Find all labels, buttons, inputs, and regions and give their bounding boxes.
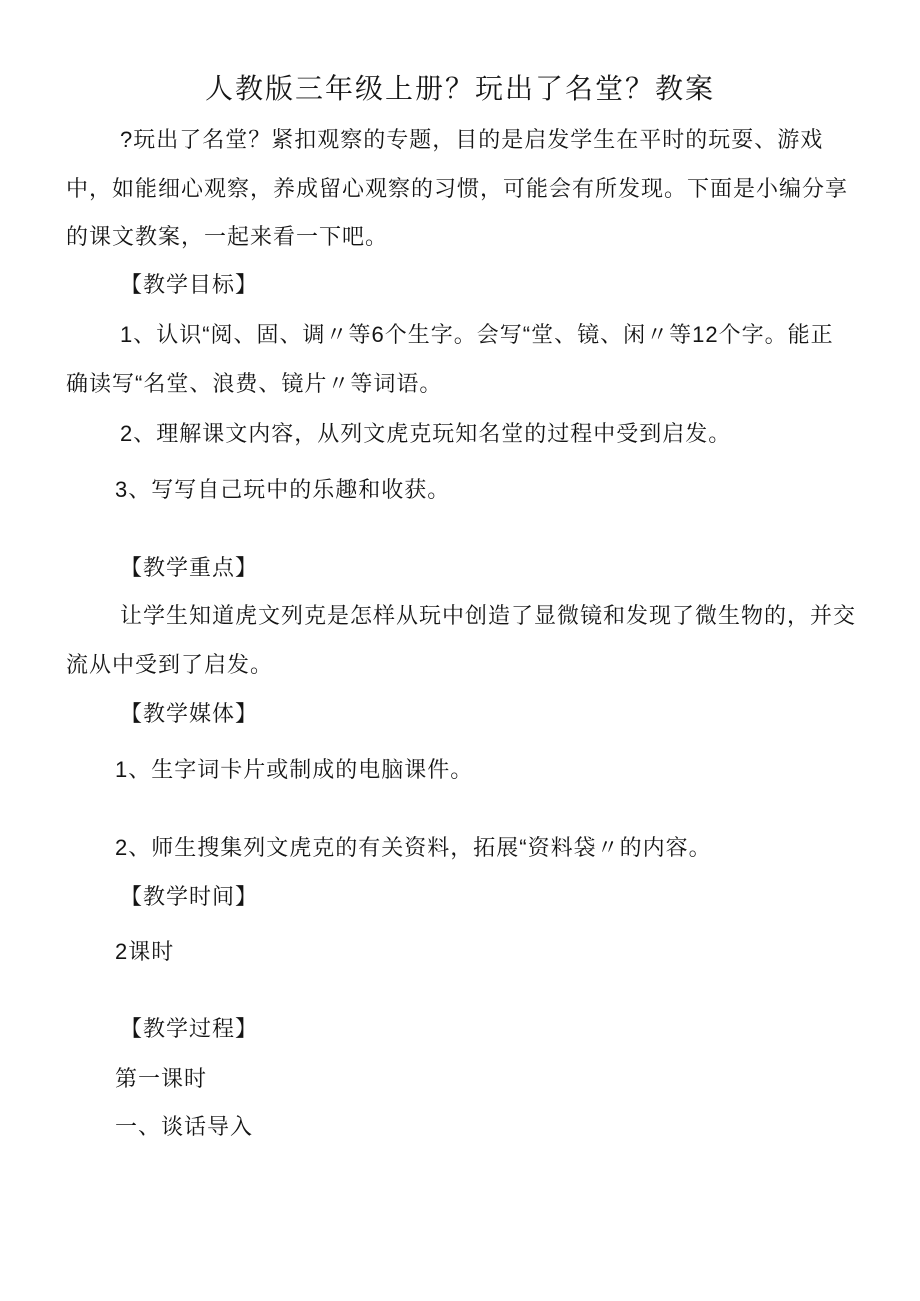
- section-heading-media: 【教学媒体】: [120, 701, 259, 726]
- section-heading-process: 【教学过程】: [120, 1016, 259, 1041]
- media-item-2: 2、师生搜集列文虎克的有关资料，拓展“资料袋〃的内容。: [115, 835, 712, 860]
- goal-item-2: 2、理解课文内容，从列文虎克玩知名堂的过程中受到启发。: [120, 421, 732, 446]
- goal-item-1-continued: 确读写“名堂、浪费、镜片〃等词语。: [66, 371, 443, 396]
- goal-item-1: 1、认识“阅、固、调〃等6个生字。会写“堂、镜、闲〃等12个字。能正: [120, 322, 834, 347]
- intro-line: 中，如能细心观察，养成留心观察的习惯，可能会有所发现。下面是小编分享: [66, 176, 849, 201]
- lesson-title: 第一课时: [115, 1066, 208, 1091]
- key-points-line: 流从中受到了启发。: [66, 652, 274, 677]
- time-value: 2课时: [115, 939, 175, 964]
- key-points-line: 让学生知道虎文列克是怎样从玩中创造了显微镜和发现了微生物的，并交: [120, 603, 857, 628]
- intro-line: 的课文教案，一起来看一下吧。: [66, 224, 389, 249]
- goal-item-3: 3、写写自己玩中的乐趣和收获。: [115, 477, 451, 502]
- section-heading-goals: 【教学目标】: [120, 272, 259, 297]
- section-heading-key-points: 【教学重点】: [120, 555, 259, 580]
- intro-line: ?玩出了名堂？紧扣观察的专题，目的是启发学生在平时的玩耍、游戏: [120, 127, 824, 152]
- document-title: 人教版三年级上册？玩出了名堂？教案: [204, 74, 715, 105]
- media-item-1: 1、生字词卡片或制成的电脑课件。: [115, 757, 474, 782]
- section-heading-time: 【教学时间】: [120, 884, 259, 909]
- process-step: 一、谈话导入: [115, 1114, 254, 1139]
